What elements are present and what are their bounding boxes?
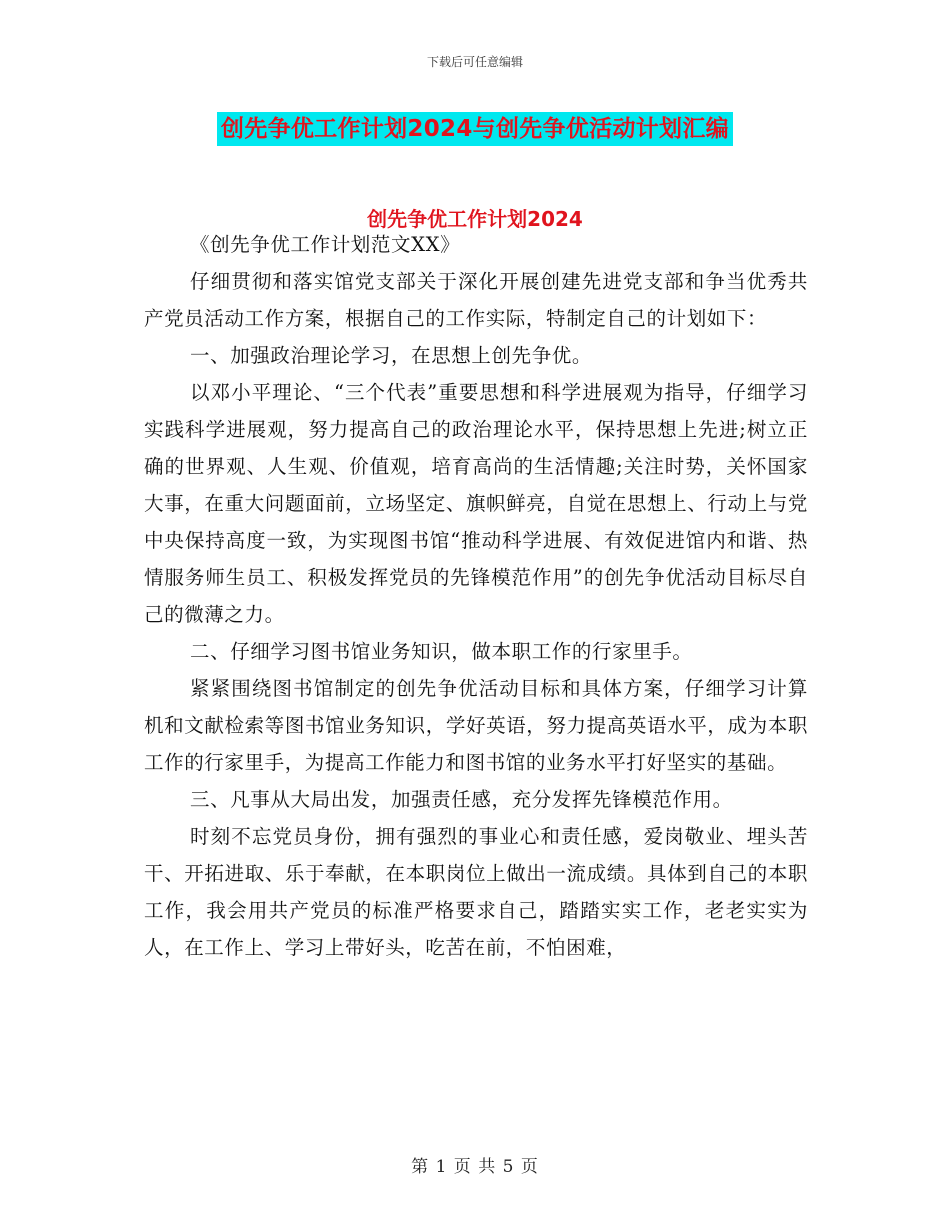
paragraph-one: 以邓小平理论、“三个代表”重要思想和科学进展观为指导，仔细学习实践科学进展观，努力提高自己的政治理论水平，保持思想上先进;树立正确的世界观、人生观、价值观，培育高尚的生活情趣;关注时势，关怀国家大事，在重大问题面前，立场坚定、旗帜鲜亮，自觉在思想上、行动上与党中央保持高度一致，为实现图书馆“推动科学进展、有效促进馆内和谐、热情服务师生员工、积极发挥党员的先锋模范作用”的创先争优活动目标尽自己的微薄之力。 [144, 381, 808, 626]
heading-three: 三、凡事从大局出发，加强责任感，充分发挥先锋模范作用。 [190, 788, 733, 811]
paragraph-source: 《创先争优工作计划范文XX》 [190, 233, 461, 256]
section-title: 创先争优工作计划2024 [367, 207, 583, 231]
header-note: 下载后可任意编辑 [426, 55, 523, 69]
paragraph-two: 紧紧围绕图书馆制定的创先争优活动目标和具体方案，仔细学习计算机和文献检索等图书馆业务知识，学好英语，努力提高英语水平，成为本职工作的行家里手，为提高工作能力和图书馆的业务水平打好坚实的基础。 [144, 677, 808, 774]
document-body [144, 224, 808, 966]
paragraph-three: 时刻不忘党员身份，拥有强烈的事业心和责任感，爱岗敬业、埋头苦干、开拓进取、乐于奉献，在本职岗位上做出一流成绩。具体到自己的本职工作，我会用共产党员的标准严格要求自己，踏踏实实工作，老老实实为人，在工作上、学习上带好头，吃苦在前，不怕困难， [144, 825, 808, 959]
heading-one: 一、加强政治理论学习，在思想上创先争优。 [190, 344, 593, 367]
paragraph-intro: 仔细贯彻和落实馆党支部关于深化开展创建先进党支部和争当优秀共产党员活动工作方案，根据自己的工作实际，特制定自己的计划如下： [144, 270, 808, 330]
page-footer: 第 1 页 共 5 页 [411, 1157, 539, 1177]
main-title-text: 创先争优工作计划2024与创先争优活动计划汇编 [217, 112, 733, 146]
main-title [0, 112, 950, 146]
heading-two: 二、仔细学习图书馆业务知识，做本职工作的行家里手。 [190, 640, 693, 663]
